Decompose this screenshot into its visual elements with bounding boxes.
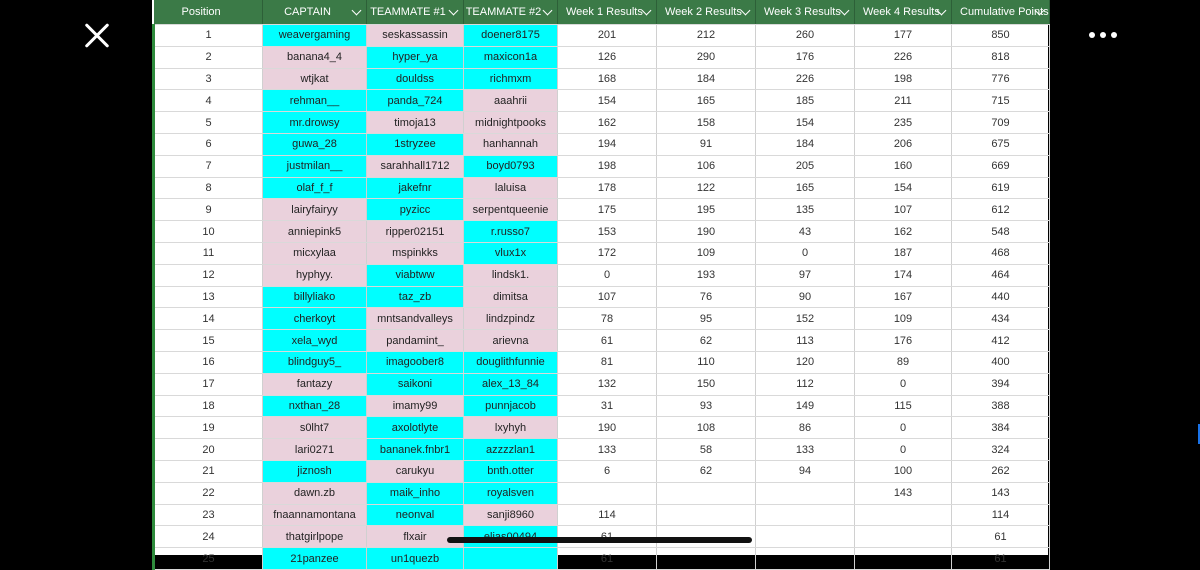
filter-chevron-icon[interactable]: [642, 6, 652, 16]
table-row: [154, 242, 1050, 264]
cell-cumulative[interactable]: 669: [952, 155, 1050, 177]
cell-cumulative[interactable]: 612: [952, 199, 1050, 221]
cell-position[interactable]: 2: [154, 46, 263, 68]
cell-teammate2[interactable]: alex_13_84: [464, 373, 558, 395]
cell-week2[interactable]: 165: [657, 90, 756, 112]
cell-week4[interactable]: 0: [855, 417, 952, 439]
column-header-teammate2[interactable]: TEAMMATE #2: [464, 0, 558, 25]
cell-week4[interactable]: 187: [855, 242, 952, 264]
cell-week2[interactable]: 106: [657, 155, 756, 177]
cell-position[interactable]: 10: [154, 221, 263, 243]
column-header-week2[interactable]: Week 2 Results: [657, 0, 756, 25]
cell-cumulative[interactable]: 709: [952, 112, 1050, 134]
spreadsheet-view[interactable]: [152, 0, 1049, 565]
table-row: [154, 504, 1050, 526]
cell-cumulative[interactable]: 548: [952, 221, 1050, 243]
cell-week1[interactable]: 133: [558, 439, 657, 461]
cell-week3[interactable]: 165: [756, 177, 855, 199]
cell-week4[interactable]: 176: [855, 330, 952, 352]
cell-week4[interactable]: 0: [855, 373, 952, 395]
cell-position[interactable]: 16: [154, 351, 263, 373]
cell-captain[interactable]: billyliako: [263, 286, 367, 308]
cell-week4[interactable]: [855, 526, 952, 548]
cell-week1[interactable]: 194: [558, 133, 657, 155]
cell-teammate2[interactable]: laluisa: [464, 177, 558, 199]
cell-cumulative[interactable]: 61: [952, 526, 1050, 548]
cell-captain[interactable]: mr.drowsy: [263, 112, 367, 134]
cell-teammate2[interactable]: [464, 548, 558, 570]
cell-teammate2[interactable]: richmxm: [464, 68, 558, 90]
cell-week1[interactable]: 175: [558, 199, 657, 221]
cell-week1[interactable]: 61: [558, 548, 657, 570]
cell-cumulative[interactable]: 384: [952, 417, 1050, 439]
cell-position[interactable]: 18: [154, 395, 263, 417]
cell-week2[interactable]: [657, 548, 756, 570]
cell-cumulative[interactable]: 114: [952, 504, 1050, 526]
cell-position[interactable]: 13: [154, 286, 263, 308]
cell-position[interactable]: 8: [154, 177, 263, 199]
cell-week3[interactable]: 0: [756, 242, 855, 264]
table-row: [154, 373, 1050, 395]
cell-captain[interactable]: jiznosh: [263, 460, 367, 482]
cell-week3[interactable]: 154: [756, 112, 855, 134]
table-row: [154, 155, 1050, 177]
cell-teammate2[interactable]: dimitsa: [464, 286, 558, 308]
cell-week4[interactable]: 0: [855, 439, 952, 461]
cell-week1[interactable]: 78: [558, 308, 657, 330]
cell-week2[interactable]: 190: [657, 221, 756, 243]
column-header-cumulative[interactable]: Cumulative Points: [952, 0, 1050, 25]
cell-captain[interactable]: fantazy: [263, 373, 367, 395]
cell-teammate1[interactable]: hyper_ya: [367, 46, 464, 68]
cell-captain[interactable]: thatgirlpope: [263, 526, 367, 548]
cell-week1[interactable]: 153: [558, 221, 657, 243]
cell-week3[interactable]: 97: [756, 264, 855, 286]
cell-captain[interactable]: hyphyy.: [263, 264, 367, 286]
cell-cumulative[interactable]: 61: [952, 548, 1050, 570]
cell-captain[interactable]: s0lht7: [263, 417, 367, 439]
cell-week2[interactable]: 62: [657, 330, 756, 352]
cell-teammate2[interactable]: bnth.otter: [464, 460, 558, 482]
cell-week3[interactable]: 226: [756, 68, 855, 90]
cell-teammate1[interactable]: douldss: [367, 68, 464, 90]
cell-position[interactable]: 3: [154, 68, 263, 90]
table-row: [154, 482, 1050, 504]
cell-teammate1[interactable]: un1quezb: [367, 548, 464, 570]
cell-cumulative[interactable]: 388: [952, 395, 1050, 417]
cell-teammate2[interactable]: doener8175: [464, 25, 558, 47]
cell-captain[interactable]: lari0271: [263, 439, 367, 461]
column-header-week1[interactable]: Week 1 Results: [558, 0, 657, 25]
cell-captain[interactable]: wtjkat: [263, 68, 367, 90]
cell-captain[interactable]: blindguy5_: [263, 351, 367, 373]
cell-teammate1[interactable]: 1stryzee: [367, 133, 464, 155]
table-row: [154, 308, 1050, 330]
cell-captain[interactable]: lairyfairyy: [263, 199, 367, 221]
cell-week2[interactable]: 62: [657, 460, 756, 482]
cell-week2[interactable]: 150: [657, 373, 756, 395]
cell-week3[interactable]: 94: [756, 460, 855, 482]
cell-position[interactable]: 12: [154, 264, 263, 286]
cell-week3[interactable]: 135: [756, 199, 855, 221]
cell-teammate1[interactable]: imagoober8: [367, 351, 464, 373]
cell-teammate1[interactable]: pandamint_: [367, 330, 464, 352]
cell-captain[interactable]: 21panzee: [263, 548, 367, 570]
cell-week2[interactable]: 212: [657, 25, 756, 47]
cell-position[interactable]: 17: [154, 373, 263, 395]
cell-week4[interactable]: 177: [855, 25, 952, 47]
cell-teammate1[interactable]: jakefnr: [367, 177, 464, 199]
cell-teammate2[interactable]: sanji8960: [464, 504, 558, 526]
cell-week3[interactable]: 185: [756, 90, 855, 112]
cell-position[interactable]: 24: [154, 526, 263, 548]
cell-week4[interactable]: 235: [855, 112, 952, 134]
cell-teammate1[interactable]: ripper02151: [367, 221, 464, 243]
table-row: [154, 548, 1050, 570]
table-row: [154, 68, 1050, 90]
cell-position[interactable]: 7: [154, 155, 263, 177]
cell-week2[interactable]: 108: [657, 417, 756, 439]
cell-week3[interactable]: 120: [756, 351, 855, 373]
cell-week2[interactable]: 58: [657, 439, 756, 461]
cell-teammate1[interactable]: timoja13: [367, 112, 464, 134]
cell-week2[interactable]: 110: [657, 351, 756, 373]
cell-week4[interactable]: 174: [855, 264, 952, 286]
cell-cumulative[interactable]: 818: [952, 46, 1050, 68]
cell-teammate1[interactable]: neonval: [367, 504, 464, 526]
more-options-icon[interactable]: [1086, 28, 1120, 42]
cell-cumulative[interactable]: 434: [952, 308, 1050, 330]
cell-captain[interactable]: rehman__: [263, 90, 367, 112]
table-row: [154, 112, 1050, 134]
cell-position[interactable]: 21: [154, 460, 263, 482]
cell-week4[interactable]: 154: [855, 177, 952, 199]
cell-teammate1[interactable]: imamy99: [367, 395, 464, 417]
cell-week3[interactable]: [756, 482, 855, 504]
column-header-teammate1[interactable]: TEAMMATE #1: [367, 0, 464, 25]
cell-week1[interactable]: 31: [558, 395, 657, 417]
table-row: [154, 330, 1050, 352]
cell-cumulative[interactable]: 776: [952, 68, 1050, 90]
cell-cumulative[interactable]: 412: [952, 330, 1050, 352]
cell-week2[interactable]: 91: [657, 133, 756, 155]
cell-week4[interactable]: 167: [855, 286, 952, 308]
cell-week4[interactable]: 107: [855, 199, 952, 221]
cell-week1[interactable]: 178: [558, 177, 657, 199]
cell-captain[interactable]: banana4_4: [263, 46, 367, 68]
cell-cumulative[interactable]: 715: [952, 90, 1050, 112]
cell-cumulative[interactable]: 464: [952, 264, 1050, 286]
filter-chevron-icon[interactable]: [840, 6, 850, 16]
cell-cumulative[interactable]: 850: [952, 25, 1050, 47]
cell-teammate1[interactable]: carukyu: [367, 460, 464, 482]
horizontal-scrollbar[interactable]: [447, 537, 752, 543]
cell-teammate2[interactable]: lxyhyh: [464, 417, 558, 439]
cell-teammate1[interactable]: viabtww: [367, 264, 464, 286]
cell-week3[interactable]: [756, 504, 855, 526]
cell-teammate2[interactable]: punnjacob: [464, 395, 558, 417]
cell-cumulative[interactable]: 619: [952, 177, 1050, 199]
cell-week1[interactable]: 132: [558, 373, 657, 395]
cell-week1[interactable]: 114: [558, 504, 657, 526]
cell-teammate2[interactable]: boyd0793: [464, 155, 558, 177]
table-row: [154, 264, 1050, 286]
cell-position[interactable]: 15: [154, 330, 263, 352]
cell-position[interactable]: 25: [154, 548, 263, 570]
table-row: [154, 286, 1050, 308]
cell-teammate1[interactable]: taz_zb: [367, 286, 464, 308]
cell-week3[interactable]: 90: [756, 286, 855, 308]
cell-captain[interactable]: dawn.zb: [263, 482, 367, 504]
cell-week1[interactable]: 190: [558, 417, 657, 439]
cell-captain[interactable]: justmilan__: [263, 155, 367, 177]
cell-position[interactable]: 23: [154, 504, 263, 526]
header-row: [154, 0, 1050, 25]
cell-week2[interactable]: 93: [657, 395, 756, 417]
column-header-week3[interactable]: Week 3 Results: [756, 0, 855, 25]
cell-week4[interactable]: 211: [855, 90, 952, 112]
column-header-position[interactable]: Position: [154, 0, 263, 25]
cell-position[interactable]: 1: [154, 25, 263, 47]
cell-week1[interactable]: 107: [558, 286, 657, 308]
cell-week4[interactable]: [855, 504, 952, 526]
cell-position[interactable]: 6: [154, 133, 263, 155]
cell-week1[interactable]: [558, 482, 657, 504]
cell-teammate2[interactable]: serpentqueenie: [464, 199, 558, 221]
cell-week1[interactable]: 201: [558, 25, 657, 47]
cell-captain[interactable]: micxylaa: [263, 242, 367, 264]
table-row: [154, 351, 1050, 373]
cell-teammate1[interactable]: mspinkks: [367, 242, 464, 264]
cell-position[interactable]: 19: [154, 417, 263, 439]
table-body: [154, 25, 1050, 570]
cell-week2[interactable]: [657, 504, 756, 526]
cell-week3[interactable]: 133: [756, 439, 855, 461]
cell-week3[interactable]: 86: [756, 417, 855, 439]
cell-teammate2[interactable]: midnightpooks: [464, 112, 558, 134]
cell-teammate2[interactable]: royalsven: [464, 482, 558, 504]
cell-teammate1[interactable]: pyzicc: [367, 199, 464, 221]
cell-week4[interactable]: 162: [855, 221, 952, 243]
cell-captain[interactable]: fnaannamontana: [263, 504, 367, 526]
table-row: [154, 460, 1050, 482]
cell-week3[interactable]: 152: [756, 308, 855, 330]
cell-position[interactable]: 9: [154, 199, 263, 221]
cell-cumulative[interactable]: 468: [952, 242, 1050, 264]
cell-week1[interactable]: 198: [558, 155, 657, 177]
cell-week2[interactable]: [657, 482, 756, 504]
cell-week3[interactable]: 205: [756, 155, 855, 177]
cell-week4[interactable]: 89: [855, 351, 952, 373]
cell-position[interactable]: 5: [154, 112, 263, 134]
cell-cumulative[interactable]: 394: [952, 373, 1050, 395]
cell-week1[interactable]: 6: [558, 460, 657, 482]
cell-teammate2[interactable]: hanhannah: [464, 133, 558, 155]
filter-chevron-icon[interactable]: [741, 6, 751, 16]
cell-week3[interactable]: 113: [756, 330, 855, 352]
cell-week1[interactable]: 61: [558, 330, 657, 352]
cell-week2[interactable]: 193: [657, 264, 756, 286]
cell-teammate2[interactable]: vlux1x: [464, 242, 558, 264]
cell-week3[interactable]: 112: [756, 373, 855, 395]
cell-teammate1[interactable]: bananek.fnbr1: [367, 439, 464, 461]
cell-cumulative[interactable]: 675: [952, 133, 1050, 155]
cell-week2[interactable]: 76: [657, 286, 756, 308]
cell-week2[interactable]: 290: [657, 46, 756, 68]
cell-teammate2[interactable]: lindsk1.: [464, 264, 558, 286]
cell-week3[interactable]: [756, 548, 855, 570]
cell-teammate2[interactable]: azzzzlan1: [464, 439, 558, 461]
cell-position[interactable]: 14: [154, 308, 263, 330]
cell-cumulative[interactable]: 440: [952, 286, 1050, 308]
cell-teammate2[interactable]: douglithfunnie: [464, 351, 558, 373]
cell-week4[interactable]: 100: [855, 460, 952, 482]
cell-teammate1[interactable]: panda_724: [367, 90, 464, 112]
cell-position[interactable]: 22: [154, 482, 263, 504]
cell-week3[interactable]: 184: [756, 133, 855, 155]
cell-week4[interactable]: 143: [855, 482, 952, 504]
table-row: [154, 133, 1050, 155]
cell-week1[interactable]: 162: [558, 112, 657, 134]
cell-position[interactable]: 4: [154, 90, 263, 112]
cell-teammate2[interactable]: maxicon1a: [464, 46, 558, 68]
cell-teammate1[interactable]: flxair: [367, 526, 464, 548]
cell-cumulative[interactable]: 324: [952, 439, 1050, 461]
cell-week1[interactable]: 172: [558, 242, 657, 264]
cell-captain[interactable]: olaf_f_f: [263, 177, 367, 199]
cell-cumulative[interactable]: 400: [952, 351, 1050, 373]
cell-captain[interactable]: xela_wyd: [263, 330, 367, 352]
table-row: [154, 177, 1050, 199]
cell-week4[interactable]: 198: [855, 68, 952, 90]
column-header-captain[interactable]: CAPTAIN: [263, 0, 367, 25]
cell-position[interactable]: 11: [154, 242, 263, 264]
cell-captain[interactable]: weavergaming: [263, 25, 367, 47]
cell-teammate2[interactable]: r.russo7: [464, 221, 558, 243]
cell-week1[interactable]: 168: [558, 68, 657, 90]
cell-teammate2[interactable]: lindzpindz: [464, 308, 558, 330]
cell-week4[interactable]: 109: [855, 308, 952, 330]
cell-week4[interactable]: [855, 548, 952, 570]
table-row: [154, 417, 1050, 439]
cell-teammate1[interactable]: axolotlyte: [367, 417, 464, 439]
table-row: [154, 90, 1050, 112]
cell-cumulative[interactable]: 262: [952, 460, 1050, 482]
cell-week3[interactable]: 260: [756, 25, 855, 47]
cell-week2[interactable]: 122: [657, 177, 756, 199]
cell-week4[interactable]: 206: [855, 133, 952, 155]
cell-captain[interactable]: cherkoyt: [263, 308, 367, 330]
cell-week2[interactable]: 195: [657, 199, 756, 221]
cell-week1[interactable]: 154: [558, 90, 657, 112]
cell-teammate1[interactable]: mntsandvalleys: [367, 308, 464, 330]
column-header-week4[interactable]: Week 4 Results: [855, 0, 952, 25]
cell-position[interactable]: 20: [154, 439, 263, 461]
cell-week3[interactable]: 149: [756, 395, 855, 417]
close-icon[interactable]: [83, 22, 111, 50]
cell-teammate1[interactable]: sarahhall1712: [367, 155, 464, 177]
leaderboard-table: [152, 0, 1050, 570]
cell-week1[interactable]: 126: [558, 46, 657, 68]
cell-cumulative[interactable]: 143: [952, 482, 1050, 504]
table-row: [154, 46, 1050, 68]
cell-week1[interactable]: 81: [558, 351, 657, 373]
cell-week2[interactable]: 184: [657, 68, 756, 90]
cell-teammate1[interactable]: saikoni: [367, 373, 464, 395]
cell-teammate1[interactable]: maik_inho: [367, 482, 464, 504]
cell-teammate2[interactable]: aaahrii: [464, 90, 558, 112]
cell-teammate1[interactable]: seskassassin: [367, 25, 464, 47]
cell-captain[interactable]: nxthan_28: [263, 395, 367, 417]
cell-week4[interactable]: 226: [855, 46, 952, 68]
cell-week2[interactable]: 95: [657, 308, 756, 330]
cell-week3[interactable]: 176: [756, 46, 855, 68]
cell-week2[interactable]: 109: [657, 242, 756, 264]
cell-week3[interactable]: 43: [756, 221, 855, 243]
cell-week1[interactable]: 0: [558, 264, 657, 286]
cell-week4[interactable]: 115: [855, 395, 952, 417]
table-row: [154, 395, 1050, 417]
cell-week4[interactable]: 160: [855, 155, 952, 177]
cell-week3[interactable]: [756, 526, 855, 548]
cell-teammate2[interactable]: arievna: [464, 330, 558, 352]
table-row: [154, 25, 1050, 47]
cell-captain[interactable]: anniepink5: [263, 221, 367, 243]
cell-week2[interactable]: 158: [657, 112, 756, 134]
table-row: [154, 199, 1050, 221]
cell-captain[interactable]: guwa_28: [263, 133, 367, 155]
table-row: [154, 221, 1050, 243]
table-row: [154, 439, 1050, 461]
